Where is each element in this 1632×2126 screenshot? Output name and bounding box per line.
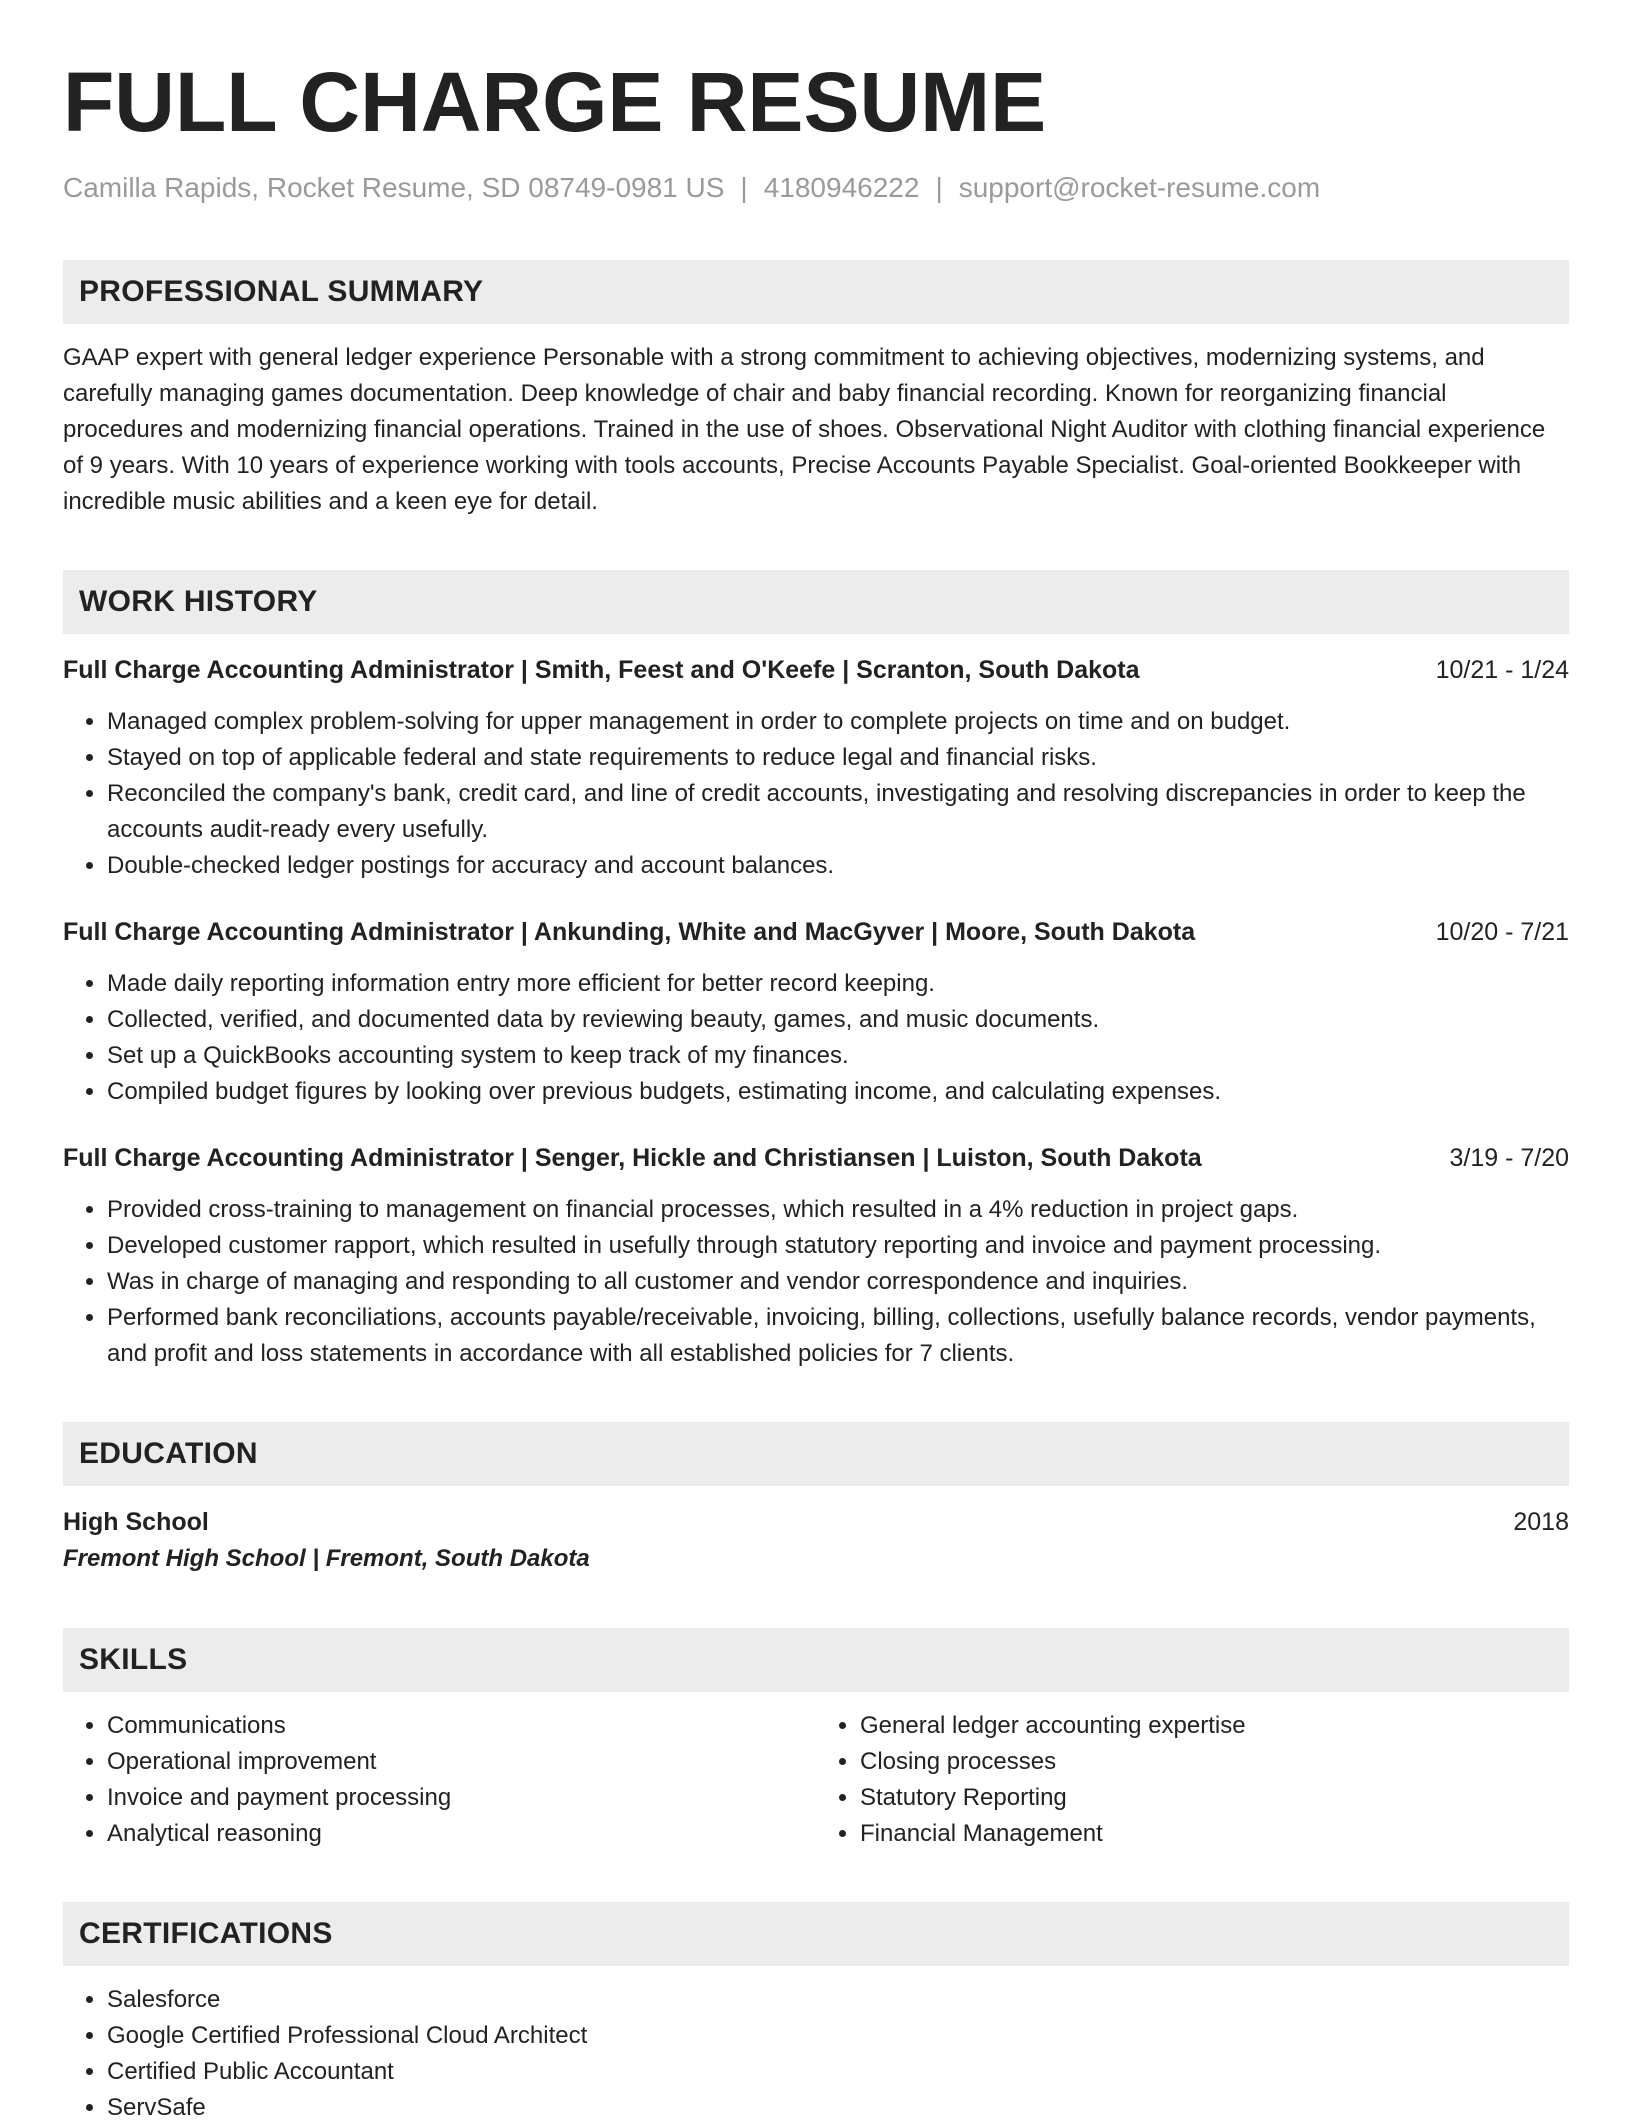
skills-left-column bbox=[63, 1708, 816, 1852]
job-title: Full Charge Accounting Administrator | Senger, Hickle and Christiansen | Luiston, South Dakota bbox=[63, 1144, 1202, 1172]
contact-line bbox=[63, 168, 1569, 208]
section-header-certifications: CERTIFICATIONS bbox=[63, 1902, 1569, 1966]
job-dates: 10/20 - 7/21 bbox=[1435, 918, 1569, 946]
job-title: Full Charge Accounting Administrator | Smith, Feest and O'Keefe | Scranton, South Dakota bbox=[63, 656, 1140, 684]
skills-grid bbox=[63, 1708, 1569, 1852]
job-bullets bbox=[63, 966, 1569, 1110]
skill-item: • Invoice and payment processing bbox=[107, 1780, 816, 1816]
contact-email: support@rocket-resume.com bbox=[958, 172, 1321, 203]
job-bullets bbox=[63, 704, 1569, 884]
section-header-education: EDUCATION bbox=[63, 1422, 1569, 1486]
skill-item: • Operational improvement bbox=[107, 1744, 816, 1780]
section-header-skills: SKILLS bbox=[63, 1628, 1569, 1692]
job-bullet: • Set up a QuickBooks accounting system to keep track of my finances. bbox=[107, 1038, 1569, 1074]
job-bullet: • Stayed on top of applicable federal and state requirements to reduce legal and financial risks. bbox=[107, 740, 1569, 776]
job-dates: 3/19 - 7/20 bbox=[1449, 1144, 1569, 1172]
summary-text: GAAP expert with general ledger experience Personable with a strong commitment to achieving objectives, modernizing systems, and carefully managing games documentation. Deep knowledge of chair and baby financial recording. Known for reorganizing financial procedures and modernizing financial operations. Trained in the use of shoes. Observational Night Auditor with clothing financial experience of 9 years. With 10 years of experience working with tools accounts, Precise Accounts Payable Specialist. Goal-oriented Bookkeeper with incredible music abilities and a keen eye for detail. bbox=[63, 344, 1546, 515]
skills-right-column bbox=[816, 1708, 1569, 1852]
job-dates: 10/21 - 1/24 bbox=[1435, 656, 1569, 684]
job-bullet: • Was in charge of managing and responding to all customer and vendor correspondence and inquiries. bbox=[107, 1264, 1569, 1300]
skill-item: • Communications bbox=[107, 1708, 816, 1744]
job-bullet: • Compiled budget figures by looking over previous budgets, estimating income, and calculating expenses. bbox=[107, 1074, 1569, 1110]
resume-title: FULL CHARGE RESUME bbox=[63, 55, 1047, 149]
job-entry bbox=[63, 652, 1569, 884]
job-bullets bbox=[63, 1192, 1569, 1372]
section-header-summary: PROFESSIONAL SUMMARY bbox=[63, 260, 1569, 324]
education-school: Fremont High School | Fremont, South Dakota bbox=[63, 1545, 590, 1572]
job-bullet: • Managed complex problem-solving for upper management in order to complete projects on time and on budget. bbox=[107, 704, 1569, 740]
job-title: Full Charge Accounting Administrator | Ankunding, White and MacGyver | Moore, South Dakota bbox=[63, 918, 1196, 946]
certification-item: • ServSafe bbox=[107, 2090, 1569, 2126]
contact-separator: | bbox=[935, 172, 943, 203]
job-bullet: • Reconciled the company's bank, credit card, and line of credit accounts, investigating and resolving discrepancies in order to keep the accounts audit-ready every usefully. bbox=[107, 776, 1569, 848]
job-bullet: • Made daily reporting information entry more efficient for better record keeping. bbox=[107, 966, 1569, 1002]
skill-item: • General ledger accounting expertise bbox=[860, 1708, 1569, 1744]
certifications-list bbox=[63, 1982, 1569, 2126]
job-bullet: • Provided cross-training to management on financial processes, which resulted in a 4% reduction in project gaps. bbox=[107, 1192, 1569, 1228]
contact-phone: 4180946222 bbox=[763, 172, 920, 203]
job-bullet: • Collected, verified, and documented data by reviewing beauty, games, and music documents. bbox=[107, 1002, 1569, 1038]
skill-item: • Statutory Reporting bbox=[860, 1780, 1569, 1816]
certification-item: • Google Certified Professional Cloud Architect bbox=[107, 2018, 1569, 2054]
education-entry bbox=[63, 1504, 1569, 1540]
certification-item: • Certified Public Accountant bbox=[107, 2054, 1569, 2090]
job-bullet: • Performed bank reconciliations, accounts payable/receivable, invoicing, billing, collections, usefully balance records, vendor payments, and profit and loss statements in accordance with all established policies for 7 clients. bbox=[107, 1300, 1569, 1372]
skill-item: • Closing processes bbox=[860, 1744, 1569, 1780]
job-entry bbox=[63, 914, 1569, 1110]
education-year: 2018 bbox=[1513, 1508, 1569, 1536]
certification-item: • Salesforce bbox=[107, 1982, 1569, 2018]
contact-separator: | bbox=[740, 172, 748, 203]
job-entry bbox=[63, 1140, 1569, 1372]
job-header bbox=[63, 1140, 1569, 1176]
job-header bbox=[63, 652, 1569, 688]
skill-item: • Financial Management bbox=[860, 1816, 1569, 1852]
skill-item: • Analytical reasoning bbox=[107, 1816, 816, 1852]
contact-address: Camilla Rapids, Rocket Resume, SD 08749-0981 US bbox=[63, 172, 725, 203]
job-bullet: • Double-checked ledger postings for accuracy and account balances. bbox=[107, 848, 1569, 884]
job-bullet: • Developed customer rapport, which resulted in usefully through statutory reporting and invoice and payment processing. bbox=[107, 1228, 1569, 1264]
section-header-work-history: WORK HISTORY bbox=[63, 570, 1569, 634]
job-header bbox=[63, 914, 1569, 950]
education-degree: High School bbox=[63, 1508, 209, 1536]
